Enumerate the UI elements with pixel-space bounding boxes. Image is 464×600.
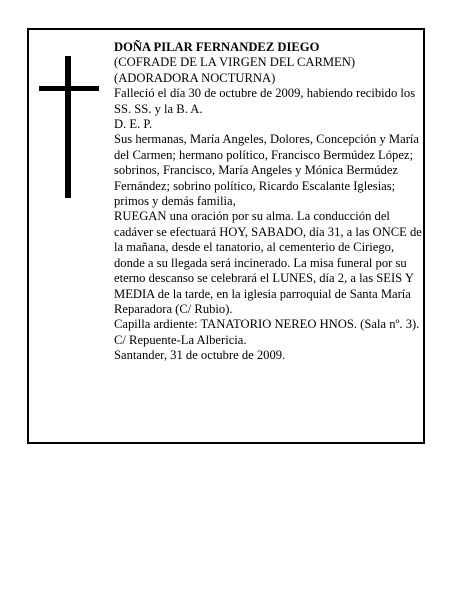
chapel-location: Capilla ardiente: TANATORIO NEREO HNOS. (Sala nº. 3). C/ Repuente-La Albericia. — [114, 317, 420, 347]
cross-vertical-bar — [65, 56, 71, 198]
rest-in-peace: D. E. P. — [114, 117, 153, 132]
place-and-date: Santander, 31 de octubre de 2009. — [114, 348, 286, 363]
family-list: Sus hermanas, María Angeles, Dolores, Concepción y María del Carmen; hermano político, Francisco Bermúdez López; sobrinos, Francisco, María Angeles y Mónica Bermúdez Fernández; sobrino político, Ricardo Escalante Iglesias; primos y demás familia, — [114, 132, 419, 209]
affiliation-adoradora: (ADORADORA NOCTURNA) — [114, 70, 276, 85]
cross-icon — [39, 56, 99, 198]
deceased-name: DOÑA PILAR FERNANDEZ DIEGO — [114, 40, 320, 54]
affiliation-cofrade: (COFRADE DE LA VIRGEN DEL CARMEN) — [114, 55, 356, 70]
notice-body — [114, 40, 424, 364]
obituary-notice — [27, 28, 425, 444]
funeral-details: RUEGAN una oración por su alma. La conducción del cadáver se efectuará HOY, SABADO, día 31, a las ONCE de la mañana, desde el tanatorio, al cementerio de Ciriego, donde a su llegada será incinerado. La misa funeral por su eterno descanso se celebrará el LUNES, día 2, a las SEIS Y MEDIA de la tarde, en la iglesia parroquial de Santa María Reparadora (C/ Rubio). — [114, 209, 422, 316]
cross-horizontal-bar — [39, 86, 99, 91]
death-statement: Falleció el día 30 de octubre de 2009, habiendo recibido los SS. SS. y la B. A. — [114, 86, 416, 116]
